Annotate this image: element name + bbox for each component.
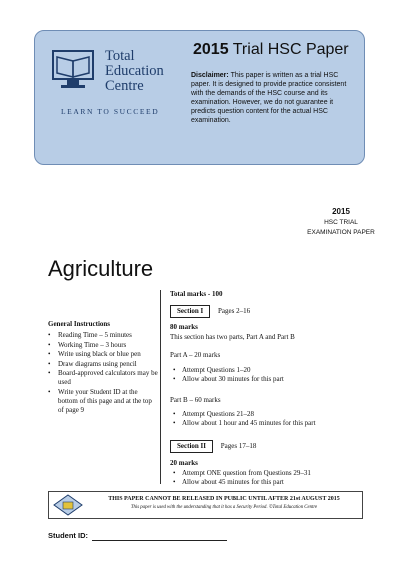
release-banner xyxy=(48,491,363,519)
instruction-item: • Board-approved calculators may be used xyxy=(58,369,158,387)
general-instructions-title: General Instructions xyxy=(48,320,111,328)
section-2-header xyxy=(170,440,256,453)
disclaimer-text: This paper is written as a trial HSC paper. It is designed to provide practice consistent with the demands of the HSC course and its examination. However, we do not guarantee it predicts question content for the actual HSC examination. xyxy=(191,72,347,124)
instruction-item: • Reading Time – 5 minutes xyxy=(58,331,158,340)
release-notice: THIS PAPER CANNOT BE RELEASED IN PUBLIC UNTIL AFTER 21st AUGUST 2015 xyxy=(108,496,340,502)
disclaimer xyxy=(191,71,357,125)
logo-wordmark xyxy=(105,49,164,94)
section-1-marks: 80 marks xyxy=(170,323,198,331)
total-marks: Total marks - 100 xyxy=(170,290,223,298)
header-box xyxy=(34,30,365,165)
student-id-field[interactable] xyxy=(92,540,227,541)
section-1-description: This section has two parts, Part A and Part B xyxy=(170,333,295,341)
exam-line-1: HSC TRIAL xyxy=(324,219,358,226)
subject-title: Agriculture xyxy=(48,256,154,281)
exam-type-block xyxy=(296,206,386,238)
part-b-title: Part B – 60 marks xyxy=(170,396,221,404)
part-a-item: • Attempt Questions 1–20 xyxy=(170,366,250,375)
section-1-label: Section I xyxy=(170,305,210,318)
part-b-item: • Allow about 1 hour and 45 minutes for this part xyxy=(170,419,316,428)
instruction-item: • Write your Student ID at the bottom of this page and at the top of page 9 xyxy=(58,388,158,415)
logo-line-1: Total xyxy=(105,48,135,64)
instruction-item: • Write using black or blue pen xyxy=(58,350,158,359)
exam-line-2: EXAMINATION PAPER xyxy=(307,229,375,236)
paper-title xyxy=(193,41,349,59)
exam-year: 2015 xyxy=(332,207,350,216)
instruction-item: • Draw diagrams using pencil xyxy=(58,360,158,369)
instruction-list xyxy=(48,331,158,415)
section-2-marks: 20 marks xyxy=(170,459,198,467)
disclaimer-label: Disclaimer: xyxy=(191,72,229,79)
section-1-pages: Pages 2–16 xyxy=(218,307,251,315)
section-2-item: • Allow about 45 minutes for this part xyxy=(170,478,284,487)
book-monitor-icon xyxy=(47,45,103,97)
logo-line-3: Centre xyxy=(105,78,144,94)
column-divider xyxy=(160,290,161,484)
part-a-title: Part A – 20 marks xyxy=(170,351,221,359)
logo-line-2: Education xyxy=(105,63,164,79)
section-2-pages: Pages 17–18 xyxy=(220,442,257,450)
part-a-item: • Allow about 30 minutes for this part xyxy=(170,375,284,384)
general-instructions xyxy=(48,320,158,415)
instruction-item: • Working Time – 3 hours xyxy=(58,341,158,350)
section-2-item: • Attempt ONE question from Questions 29–31 xyxy=(170,469,311,478)
student-id-label: Student ID: xyxy=(48,531,88,540)
security-notice: This paper is used with the understanding that it has a Security Period. ©Total Education Centre xyxy=(130,505,318,510)
paper-title-text: Trial HSC Paper xyxy=(232,41,349,58)
logo-tagline: LEARN TO SUCCEED xyxy=(61,107,160,116)
tec-badge-icon xyxy=(52,494,84,516)
paper-year: 2015 xyxy=(193,41,229,58)
section-2-label: Section II xyxy=(170,440,213,453)
tec-logo xyxy=(47,43,187,143)
part-b-item: • Attempt Questions 21–28 xyxy=(170,410,254,419)
section-1-header xyxy=(170,305,250,318)
